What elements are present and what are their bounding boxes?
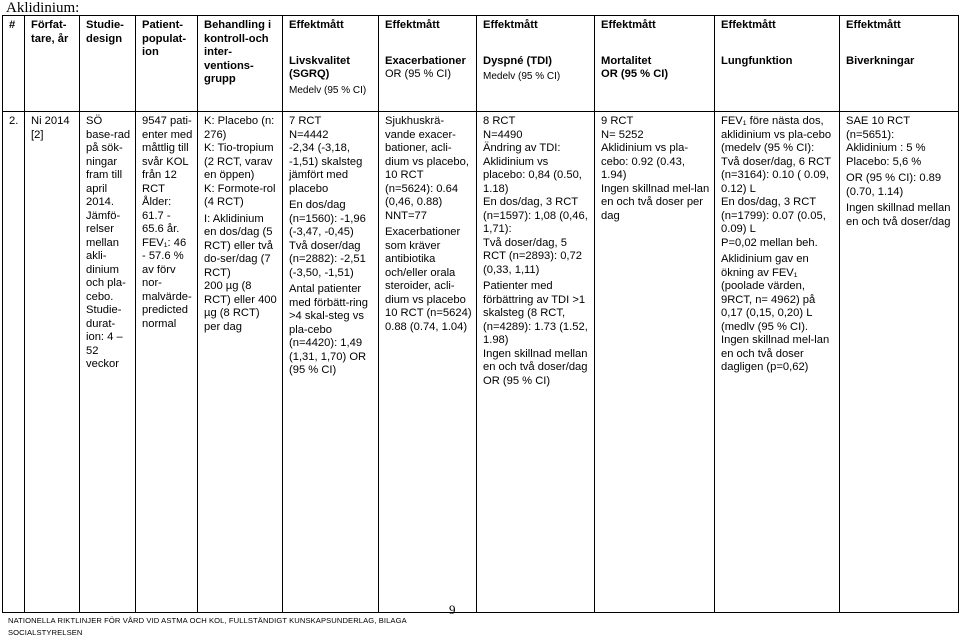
- col-sub-exac: Exacerbationer: [385, 54, 466, 67]
- cell-design: SÖ base-rad på sök-ningar fram till april 2014. Jämfö-relser mellan akli-dinium och pla-cebo. Studie-durat-ion: 4 – 52 veckor: [80, 112, 136, 613]
- cell-adverse-events: SAE 10 RCT (n=5651): Aklidinium : 5 % Placebo: 5,6 % OR (95 % CI): 0.89 (0.70, 1.14) Ingen skillnad mellan en och två doser/dag: [840, 112, 959, 613]
- cell-exacerbations: Sjukhuskrä-vande exacer-bationer, acli-dium vs placebo, 10 RCT (n=5624): 0.64 (0,46, 0.88) NNT=77 Exacerbationer som kräver antibiotika och/eller orala steroider, acli-dium vs placebo 10 RCT (n=5624) 0.88 (0.74, 1.04): [379, 112, 477, 613]
- col-sub-lung: Lungfunktion: [721, 54, 793, 67]
- cell-treatment: K: Placebo (n: 276) K: Tio-tropium (2 RCT, varav en öppen) K: Formote-rol (4 RCT) I: Aklidinium en dos/dag (5 RCT) eller två do-ser/dag (7 RCT) 200 µg (8 RCT) eller 400 µg (8 RCT) per dag: [198, 112, 283, 613]
- col-header-treatment: Behandling i kontroll-och inter-ventions-grupp: [198, 16, 283, 112]
- col-note-sgrq: Medelv (95 % CI): [289, 84, 367, 96]
- col-header-design: Studie-design: [80, 16, 136, 112]
- col-header-tdi: Effektmått Dyspné (TDI) Medelv (95 % CI): [477, 16, 595, 112]
- cell-author: Ni 2014 [2]: [25, 112, 80, 613]
- col-sub-sgrq: Livskvalitet: [289, 54, 350, 67]
- col-header-num: #: [3, 16, 25, 112]
- col-header-sgrq: Effektmått Livskvalitet (SGRQ) Medelv (95 % CI): [283, 16, 379, 112]
- col-sub-mort: Mortalitet: [601, 54, 652, 67]
- col-note-exac: OR (95 % CI): [385, 68, 452, 80]
- page-number: 9: [449, 602, 456, 617]
- col-header-adverse: Effektmått Biverkningar: [840, 16, 959, 112]
- col-sub-tdi: Dyspné (TDI): [483, 54, 552, 67]
- col-note-tdi: Medelv (95 % CI): [483, 71, 561, 82]
- cell-population: 9547 pati-enter med måttlig till svår KOL från 12 RCT Ålder: 61.7 - 65.6 år. FEV₁: 46 - 57.6 % av förv nor-malvärde-predicted normal: [136, 112, 198, 613]
- cell-sgrq: 7 RCT N=4442 -2,34 (-3,18, -1,51) skalsteg jämfört med placebo En dos/dag (n=1560): -1,96 (-3,47, -0,45) Två doser/dag (n=2882): -2,51 (-3,50, -1,51) Antal patienter med förbätt-ring >4 skal-steg vs pla-cebo (n=4420): 1,49 (1,31, 1,70) OR (95 % CI): [283, 112, 379, 613]
- col-note-mort: OR (95 % CI): [601, 68, 669, 80]
- cell-tdi: 8 RCT N=4490 Ändring av TDI: Aklidinium vs placebo: 0,84 (0.50, 1.18) En dos/dag, 3 RCT (n=1597): 1,08 (0,46, 1,71): Två doser/dag, 5 RCT (n=2893): 0,72 (0,33, 1,11) Patienter med förbättring av TDI >1 skalsteg (8 RCT, (n=4289): 1.73 (1.52, 1.98) Ingen skillnad mellan en och två doser/dag OR (95 % CI): [477, 112, 595, 613]
- col-header-author: Förfat-tare, år: [25, 16, 80, 112]
- col-header-mort: Effektmått Mortalitet OR (95 % CI): [595, 16, 715, 112]
- col-sub2-sgrq: (SGRQ): [289, 68, 330, 80]
- col-header-exac: Effektmått Exacerbationer OR (95 % CI): [379, 16, 477, 112]
- cell-num: 2.: [3, 112, 25, 613]
- evidence-table: [2, 15, 959, 613]
- cell-lung-function: FEV₁ före nästa dos, aklidinium vs pla-cebo (medelv (95 % CI): Två doser/dag, 6 RCT (n=3164): 0.10 ( 0.09, 0.12) L En dos/dag, 3 RCT (n=1799): 0.07 (0.05, 0.09) L P=0,02 mellan beh. Aklidinium gav en ökning av FEV₁ (poolade värden, 9RCT, n= 4962) på 0,17 (0,15, 0,20) L (medlv (95 % CI). Ingen skillnad mel-lan en och två doser dagligen (p=0,62): [715, 112, 840, 613]
- cell-mortality: 9 RCT N= 5252 Aklidinium vs pla-cebo: 0.92 (0.43, 1.94) Ingen skillnad mel-lan en och två doser per dag: [595, 112, 715, 613]
- section-heading: Aklidinium:: [6, 0, 80, 16]
- col-header-population: Patient-populat-ion: [136, 16, 198, 112]
- col-header-lung: Effektmått Lungfunktion: [715, 16, 840, 112]
- table-header-row: [3, 16, 959, 112]
- col-sub-adverse: Biverkningar: [846, 54, 915, 67]
- page-footer: NATIONELLA RIKTLINJER FÖR VÅRD VID ASTMA OCH KOL, FULLSTÄNDIGT KUNSKAPSUNDERLAG, BILAGA SOCIALSTYRELSEN: [8, 616, 407, 637]
- table-row: [3, 112, 959, 613]
